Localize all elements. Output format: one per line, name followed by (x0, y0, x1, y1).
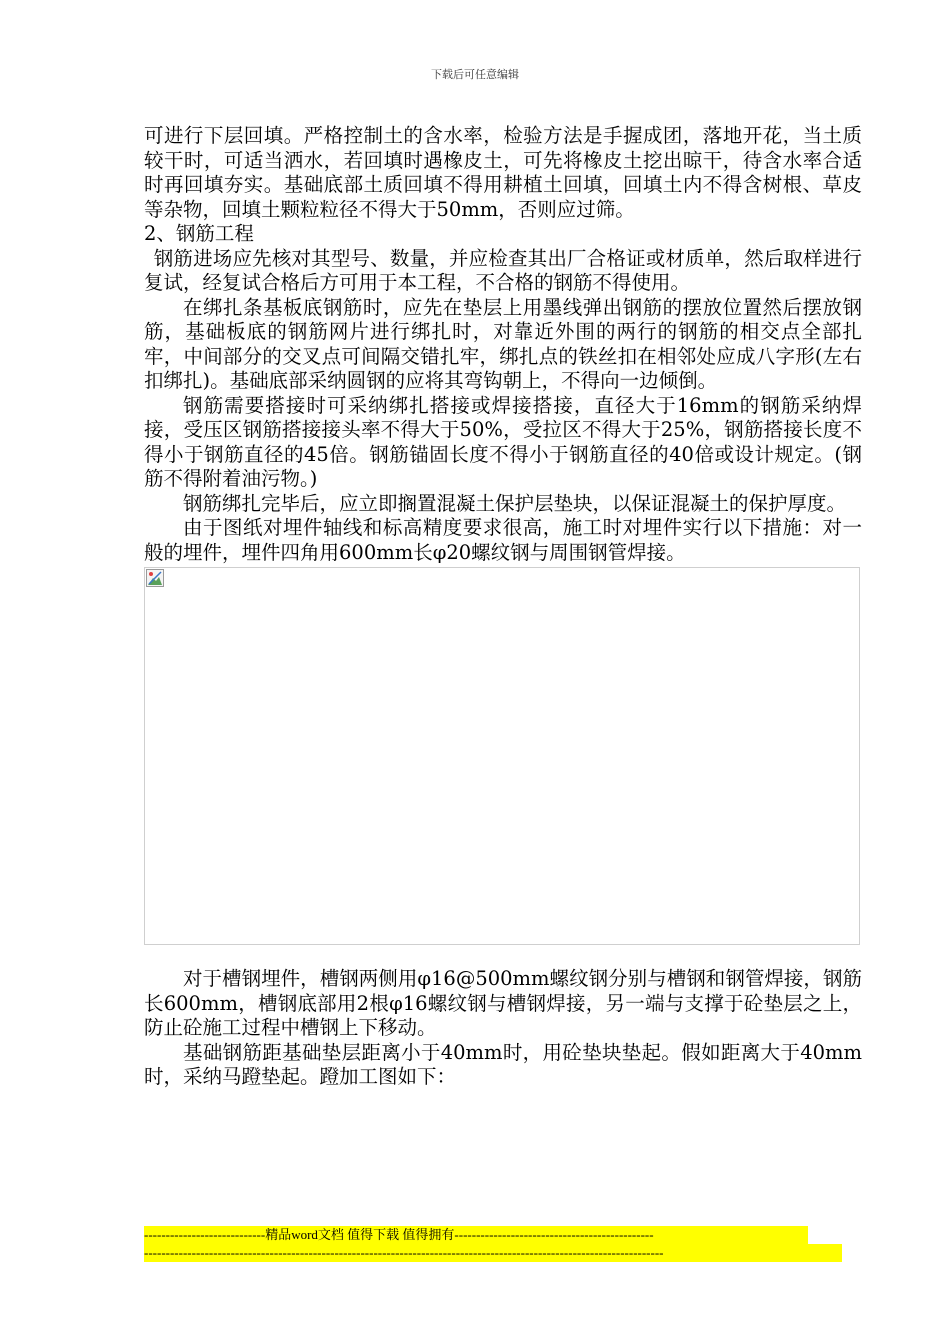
paragraph-channel-steel: 对于槽钢埋件，槽钢两侧用φ16@500mm螺纹钢分别与槽钢和钢管焊接，钢筋长600mm，槽钢底部用2根φ16螺纹钢与槽钢焊接，另一端与支撑于砼垫层之上，防止砼施工过程中槽钢上下移动。 (144, 967, 862, 1039)
footer-banner-line: ----------------------------精品word文档 值得下载 值得拥有---------------------------------------------- (144, 1226, 808, 1244)
paragraph-backfill: 可进行下层回填。严格控制土的含水率，检验方法是手握成团，落地开花，当土质较干时，可适当洒水，若回填时遇橡皮土，可先将橡皮土挖出晾干，待含水率合适时再回填夯实。基础底部土质回填不得用耕植土回填，回填土内不得含树根、草皮等杂物，回填土颗粒粒径不得大于50mm，否则应过筛。 (144, 124, 862, 221)
page-footer (144, 1226, 844, 1262)
paragraph-rebar-lap: 钢筋需要搭接时可采纳绑扎搭接或焊接搭接，直径大于16mm的钢筋采纳焊接，受压区钢筋搭接接头率不得大于50%，受拉区不得大于25%，钢筋搭接长度不得小于钢筋直径的45倍。钢筋锚固长度不得小于钢筋直径的40倍或设计规定。(钢筋不得附着油污物。) (144, 393, 862, 490)
paragraph-support-chairs: 基础钢筋距基础垫层距离小于40mm时，用砼垫块垫起。假如距离大于40mm时，采纳马蹬垫起。蹬加工图如下： (144, 1040, 862, 1088)
page-header: 下载后可任意编辑 (431, 68, 519, 81)
paragraph-rebar-inspection: 钢筋进场应先核对其型号、数量，并应检查其出厂合格证或材质单，然后取样进行复试，经复试合格后方可用于本工程，不合格的钢筋不得使用。 (144, 246, 862, 294)
footer-dash-line: ------------------------------------------------------------------------------------------------------------------------ (144, 1244, 842, 1262)
section-heading-rebar: 2、钢筋工程 (144, 222, 254, 245)
paragraph-rebar-binding: 在绑扎条基板底钢筋时，应先在垫层上用墨线弹出钢筋的摆放位置然后摆放钢筋，基础板底的钢筋网片进行绑扎时，对靠近外围的两行的钢筋的相交点全部扎牢，中间部分的交叉点可间隔交错扎牢，绑扎点的铁丝扣在相邻处应成八字形(左右扣绑扎)。基础底部采纳圆钢的应将其弯钩朝上，不得向一边倾倒。 (144, 295, 862, 392)
paragraph-protective-layer: 钢筋绑扎完毕后，应立即搁置混凝土保护层垫块，以保证混凝土的保护厚度。 (183, 491, 847, 515)
paragraph-embedded-parts: 由于图纸对埋件轴线和标高精度要求很高，施工时对埋件实行以下措施：对一般的埋件，埋件四角用600mm长φ20螺纹钢与周围钢管焊接。 (144, 516, 862, 564)
broken-image-icon (146, 569, 164, 587)
figure-placeholder (144, 567, 860, 945)
document-body (144, 124, 862, 1090)
